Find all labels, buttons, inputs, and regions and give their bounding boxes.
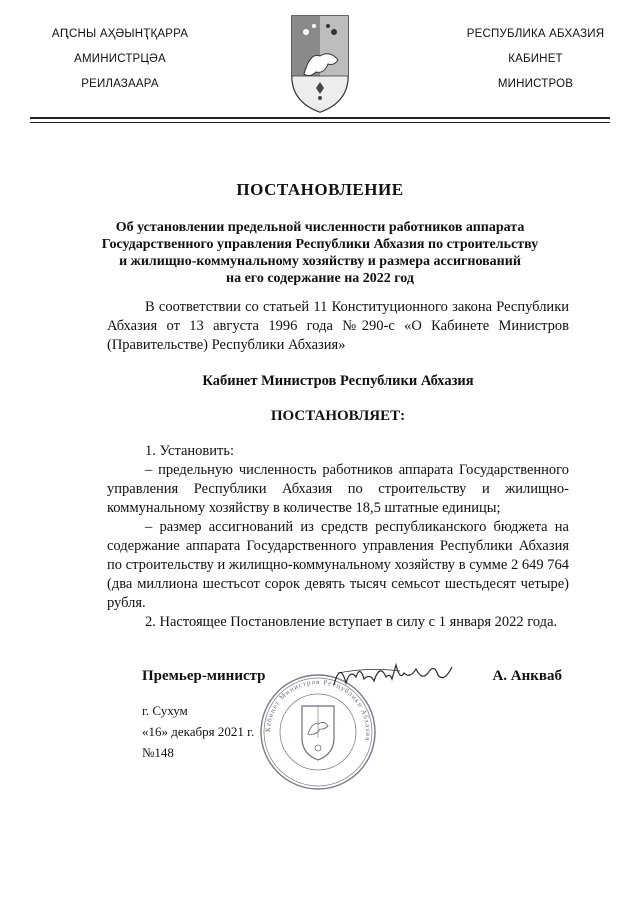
abkhazia-emblem-icon <box>290 14 350 114</box>
subject-line: Об установлении предельной численности работников аппарата <box>115 220 525 235</box>
header-line: АԤСНЫ АҲӘЫНҬҚАРРА <box>51 28 189 40</box>
seal-text: Кабинет Министров Республики Абхазия <box>263 677 373 742</box>
item-1-a: – предельную численность работников аппарата Государственного управления Республики Абхазия по строительству и жилищно-коммунальному хозяйству в количестве 18,5 штатные единицы; <box>107 462 569 516</box>
item-1: 1. Установить: <box>145 443 235 459</box>
document-title: ПОСТАНОВЛЕНИЕ <box>236 180 404 199</box>
header-abkhaz <box>30 26 210 101</box>
resolution-items <box>107 442 569 632</box>
item-1-b: – размер ассигнований из средств республиканского бюджета на содержание аппарата Государственного управления Республики Абхазия по строительству и жилищно-коммунальному хозяйству в сумме 2 649 764 (два миллиона шестьсот сорок девять тысяч семьсот шестьдесят четыре) рубля. <box>107 519 569 611</box>
handwritten-signature <box>330 655 455 691</box>
document-meta <box>142 700 254 763</box>
header-line: КАБИНЕТ <box>508 53 563 65</box>
header-divider-thin <box>30 122 610 123</box>
subject-line: на его содержание на 2022 год <box>226 271 414 286</box>
header-line: РЕСПУБЛИКА АБХАЗИЯ <box>466 28 605 40</box>
document-place: г. Сухум <box>142 703 188 718</box>
document-date: «16» декабря 2021 г. <box>142 724 255 739</box>
subject-line: и жилищно-коммунальному хозяйству и размера ассигнований <box>119 254 521 269</box>
header-line: МИНИСТРОВ <box>497 78 574 90</box>
item-2: 2. Настоящее Постановление вступает в силу с 1 января 2022 года. <box>145 614 558 630</box>
header-divider-thick <box>30 117 610 119</box>
issuer: Кабинет Министров Республики Абхазия <box>202 373 474 389</box>
legal-basis: В соответствии со статьей 11 Конституционного закона Республики Абхазия от 13 августа 1996 года №290-с «О Кабинете Министров (Правительстве) Республики Абхазия» <box>107 299 569 353</box>
document-subject <box>100 219 540 287</box>
header-line: РЕИЛАЗААРА <box>81 78 159 90</box>
signatory-name: А. Анкваб <box>492 668 562 684</box>
subject-line: Государственного управления Республики Абхазия по строительству <box>101 237 539 252</box>
resolves-heading: ПОСТАНОВЛЯЕТ: <box>270 408 406 424</box>
header-line: АМИНИСТРЦӘА <box>74 53 166 65</box>
signatory-position: Премьер-министр <box>142 668 266 684</box>
header-russian <box>448 26 623 101</box>
document-number: №148 <box>142 745 174 760</box>
